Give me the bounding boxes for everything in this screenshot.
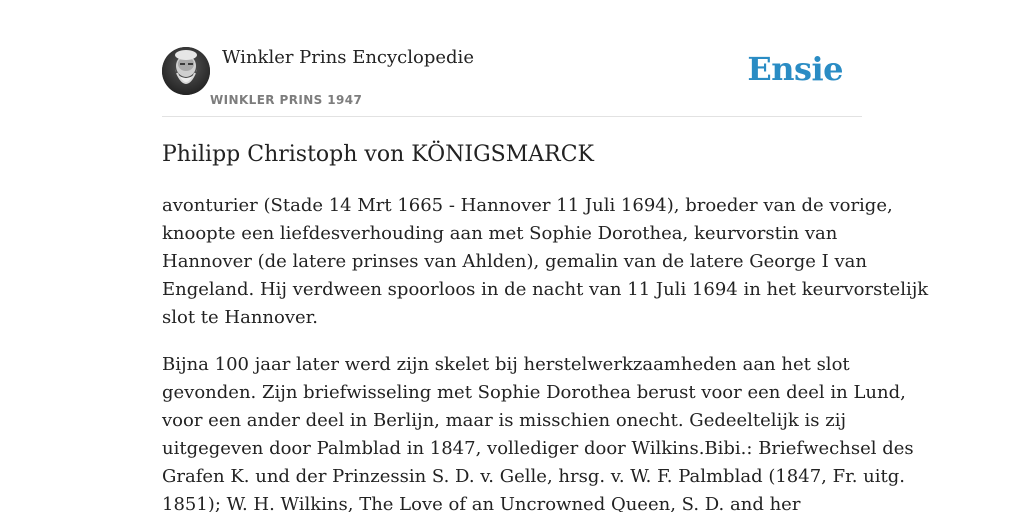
text-line: Engeland. Hij verdween spoorloos in de nacht van 11 Juli 1694 in het keurvorstelijk [162, 279, 929, 300]
text-line: 1851); W. H. Wilkins, The Love of an Uncrowned Queen, S. D. and her [162, 494, 801, 512]
text-line: gevonden. Zijn briefwisseling met Sophie Dorothea berust voor een deel in Lund, [162, 382, 906, 403]
source-edition: WINKLER PRINS 1947 [210, 93, 363, 107]
text-line: knoopte een liefdesverhouding aan met Sophie Dorothea, keurvorstin van [162, 223, 838, 244]
avatar[interactable] [162, 47, 210, 95]
source-name[interactable]: Winkler Prins Encyclopedie [222, 47, 474, 68]
text-line: uitgegeven door Palmblad in 1847, vollediger door Wilkins.Bibi.: Briefwechsel des [162, 438, 914, 459]
text-line: Grafen K. und der Prinzessin S. D. v. Gelle, hrsg. v. W. F. Palmblad (1847, Fr. uitg. [162, 466, 905, 487]
source-header [162, 46, 862, 117]
brand-logo[interactable]: Ensie [747, 50, 843, 88]
bearded-man-portrait-icon [162, 47, 210, 95]
paragraph [162, 192, 929, 332]
text-line: Bijna 100 jaar later werd zijn skelet bij herstelwerkzaamheden aan het slot [162, 354, 850, 375]
text-line: voor een ander deel in Berlijn, maar is misschien onecht. Gedeeltelijk is zij [162, 410, 847, 431]
paragraph [162, 351, 914, 512]
page-title: Philipp Christoph von KÖNIGSMARCK [162, 142, 594, 167]
article-body [162, 192, 929, 512]
text-line: Hannover (de latere prinses van Ahlden), gemalin van de latere George I van [162, 251, 867, 272]
text-line: avonturier (Stade 14 Mrt 1665 - Hannover 11 Juli 1694), broeder van de vorige, [162, 195, 893, 216]
text-line: slot te Hannover. [162, 307, 319, 328]
